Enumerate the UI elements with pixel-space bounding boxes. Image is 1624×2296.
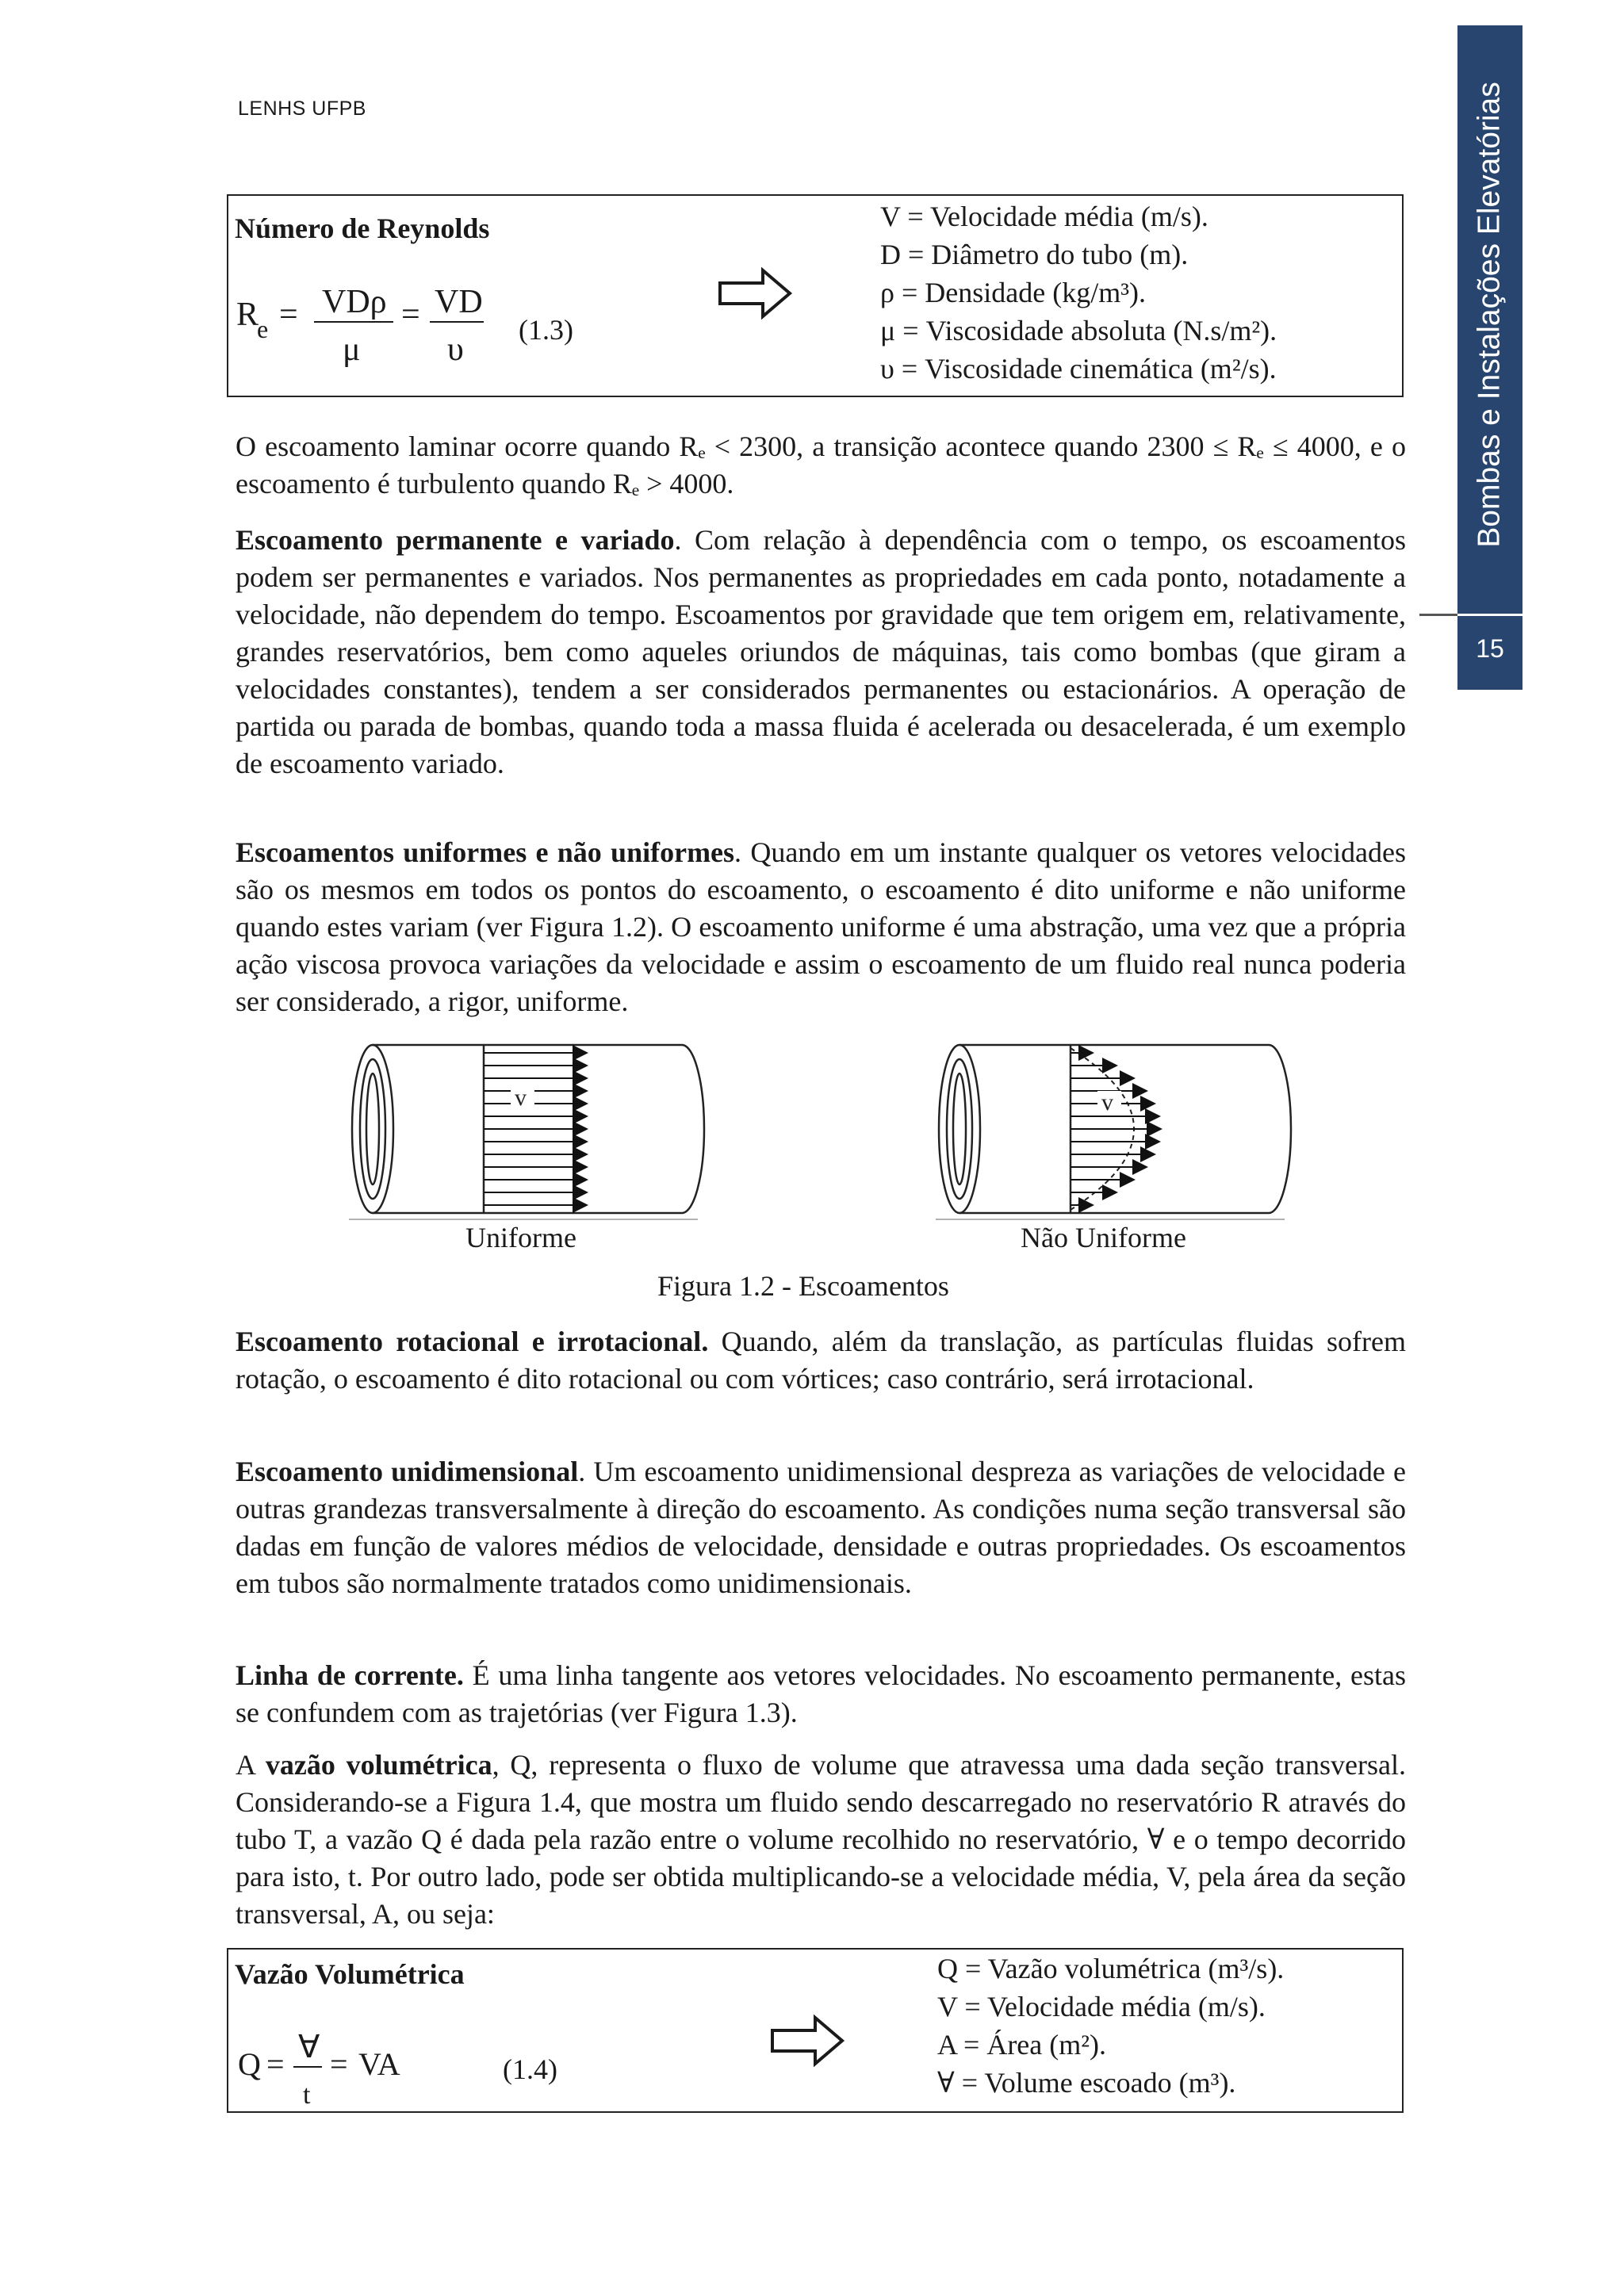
vazao-formula [235,2029,473,2108]
velocity-label: v [1101,1089,1113,1115]
svg-text:e: e [257,315,269,343]
reynolds-box [227,194,1404,397]
reynolds-var: D = Diâmetro do tubo (m). [880,239,1189,270]
vazao-var: Q = Vazão volumétrica (m³/s). [937,1953,1285,1984]
svg-text:t: t [303,2080,311,2108]
svg-text:υ: υ [447,331,464,368]
reynolds-variables [880,197,1277,388]
label-nao-uniforme: Não Uniforme [1021,1222,1186,1253]
vazao-var: ∀ = Volume escoado (m³). [937,2067,1236,2099]
nonuniform-vectors [1071,1053,1161,1205]
vazao-box [227,1948,1404,2113]
flow-figure [349,1039,1300,1229]
svg-text:=: = [266,2046,285,2082]
svg-text:μ: μ [343,331,361,368]
vazao-paragraph: A vazão volumétrica, Q, representa o fluxo de volume que atravessa uma dada seção transversal. Considerando-se a Figura 1.4, que mostra um fluido sendo descarregado no reservatório R através do tubo T, a vazão Q é dada pela razão entre o volume recolhido no reservatório, ∀ e o tempo decorrido para isto, t. Por outro lado, pode ser obtida multiplicando-se a velocidade média, V, pela área da seção transversal, A, ou seja: [236,1749,1407,1930]
running-header: LENHS UFPB [238,98,366,120]
reynolds-formula [235,279,758,374]
page-number: 15 [1476,634,1504,663]
arrow-icon [769,2013,848,2068]
svg-text:=: = [330,2046,348,2082]
arrow-icon [717,266,796,321]
reynolds-var: υ = Viscosidade cinemática (m²/s). [880,353,1277,385]
label-uniforme: Uniforme [465,1222,576,1253]
uniformes-paragraph: Escoamentos uniformes e não uniformes. Quando em um instante qualquer os vetores velocidades são os mesmos em todos os pontos do escoamento, o escoamento é dito uniforme e não uniforme quando estes variam (ver Figura 1.2). O escoamento uniforme é uma abstração, uma vez que a própria ação viscosa provoca variações da velocidade e assim o escoamento de um fluido real nunca poderia ser considerado, a rigor, uniforme. [236,836,1406,1017]
uniform-vectors [484,1053,587,1205]
vazao-title: Vazão Volumétrica [235,1958,465,1990]
velocity-label: v [515,1085,527,1111]
svg-text:VA: VA [358,2046,400,2082]
svg-text:R: R [236,297,259,333]
figure-caption: Figura 1.2 - Escoamentos [657,1270,949,1302]
reynolds-eq-number: (1.3) [519,314,573,346]
svg-text:∀: ∀ [298,2029,320,2064]
unidimensional-paragraph: Escoamento unidimensional. Um escoamento unidimensional despreza as variações de velocidade e outras grandezas transversalmente à direção do escoamento. As condições numa seção transversal são dadas em função de valores médios de velocidade, densidade e outras propriedades. Os escoamentos em tubos são normalmente tratados como unidimensionais. [236,1456,1406,1599]
svg-text:Q: Q [238,2046,261,2082]
svg-text:=: = [279,297,298,333]
vazao-var: V = Velocidade média (m/s). [937,1991,1266,2022]
vazao-eq-number: (1.4) [503,2053,557,2085]
permanente-paragraph: Escoamento permanente e variado. Com relação à dependência com o tempo, os escoamentos podem ser permanentes e variados. Nos permanentes as propriedades em cada ponto, notadamente a velocidade, não dependem do tempo. Escoamentos por gravidade que tem origem em, relativamente, grandes reservatórios, bem como aqueles oriundos de máquinas, tais como bombas (que giram a velocidades constantes), tendem a ser considerados permanentes ou estacionários. A operação de partida ou parada de bombas, quando toda a massa fluida é acelerada ou desacelerada, é um exemplo de escoamento variado. [236,524,1406,779]
svg-text:VD: VD [435,284,483,320]
rotacional-paragraph: Escoamento rotacional e irrotacional. Quando, além da translação, as partículas fluidas sofrem rotação, o escoamento é dito rotacional ou com vórtices; caso contrário, será irrotacional. [236,1326,1407,1395]
reynolds-var: μ = Viscosidade absoluta (N.s/m²). [880,315,1277,346]
vazao-variables [937,1950,1284,2102]
linha-paragraph: Linha de corrente. É uma linha tangente aos vetores velocidades. No escoamento permanente, estas se confundem com as trajetórias (ver Figura 1.3). [236,1659,1407,1728]
reynolds-var: V = Velocidade média (m/s). [880,201,1208,232]
vazao-var: A = Área (m²). [937,2029,1107,2061]
reynolds-title: Número de Reynolds [235,212,490,244]
reynolds-var: ρ = Densidade (kg/m³). [880,277,1146,308]
laminar-paragraph: O escoamento laminar ocorre quando Rₑ < 2300, a transição acontece quando 2300 ≤ Rₑ ≤ 4000, e o escoamento é turbulento quando Rₑ > 4000. [236,430,1406,499]
svg-text:=: = [401,297,420,333]
svg-text:VDρ: VDρ [322,284,387,320]
side-tab-title: Bombas e Instalações Elevatórias [1473,82,1507,548]
